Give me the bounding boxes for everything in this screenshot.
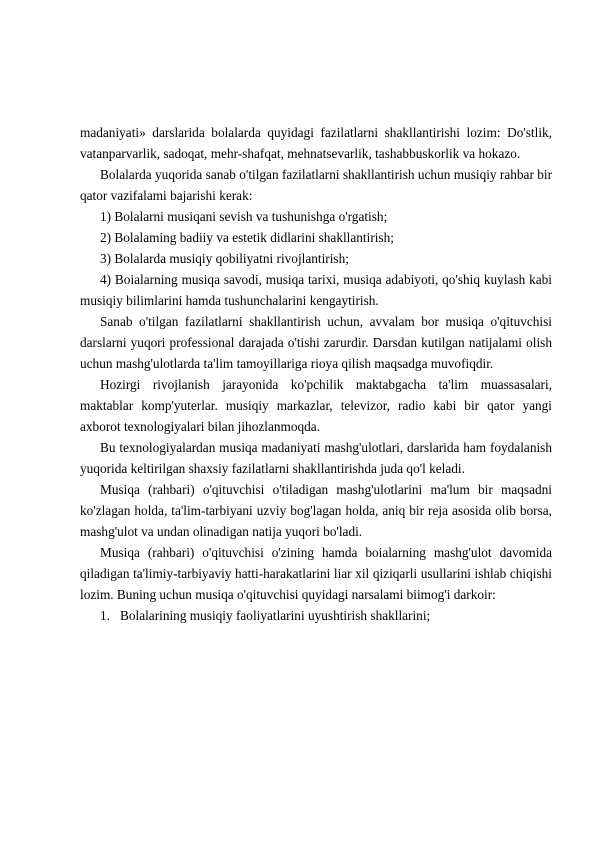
- list-item-text: Bolalarining musiqiy faoliyatlarini uyushtirish shakllarini;: [120, 608, 431, 623]
- paragraph: Bolalarda yuqorida sanab o'tilgan fazilatlarni shakllantirish uchun musiqiy rahbar bir qator vazifalami bajarishi kerak:: [80, 167, 552, 203]
- paragraph: Hozirgi rivojlanish jarayonida ko'pchilik maktabgacha ta'lim muassasalari, maktablar komp'yuterlar. musiqiy markazlar, televizor, radio kabi bir qator yangi axborot texnologiyalari bilan jihozlanmoqda.: [80, 377, 552, 434]
- paragraph: 3) Bolalarda musiqiy qobiliyatni rivojlantirish;: [100, 251, 349, 266]
- paragraph: 2) Bolalaming badiiy va estetik didlarini shakllantirish;: [100, 230, 394, 245]
- paragraph: 4) Boialarning musiqa savodi, musiqa tarixi, musiqa adabiyoti, qo'shiq kuylash kabi musiqiy bilimlarini hamda tushunchalarini kengaytirish.: [80, 272, 552, 308]
- paragraph: Musiqa (rahbari) o'qituvchisi o'tiladigan mashg'ulotlarini ma'lum bir maqsadni ko'zlagan holda, ta'lim-tarbiyani uzviy bog'lagan holda, aniq bir reja asosida olib borsa, mashg'ulot va undan olinadigan natija yuqori bo'ladi.: [80, 482, 552, 539]
- paragraph: Musiqa (rahbari) o'qituvchisi o'zining hamda boialarning mashg'ulot davomida qiladigan ta'limiy-tarbiyaviy hatti-harakatlarini liar xil qiziqarli usullarini ishlab chiqishi lozim. Buning uchun musiqa o'qituvchisi quyidagi narsalami biimog'i darkoir:: [80, 545, 552, 602]
- list-item-number: 1.: [100, 608, 110, 623]
- paragraph: Bu texnologiyalardan musiqa madaniyati mashg'ulotlari, darslarida ham foydalanish yuqorida keltirilgan shaxsiy fazilatlarni shakllantirishda juda qo'l keladi.: [80, 440, 552, 476]
- paragraph: Sanab o'tilgan fazilatlarni shakllantirish uchun, avvalam bor musiqa o'qituvchisi darslarni yuqori professional darajada o'tishi zarurdir. Darsdan kutilgan natijalami olish uchun mashg'ulotlarda ta'lim tamoyillariga rioya qilish maqsadga muvofiqdir.: [80, 314, 552, 371]
- paragraph: 1) Bolalarni musiqani sevish va tushunishga o'rgatish;: [100, 209, 388, 224]
- document-body: [80, 122, 552, 626]
- list-item: [80, 605, 552, 626]
- paragraph: madaniyati» darslarida bolalarda quyidagi fazilatlarni shakllantirishi lozim: Do'stlik, vatanparvarlik, sadoqat, mehr-shafqat, mehnatsevarlik, tashabbuskorlik va hokazo.: [80, 125, 552, 161]
